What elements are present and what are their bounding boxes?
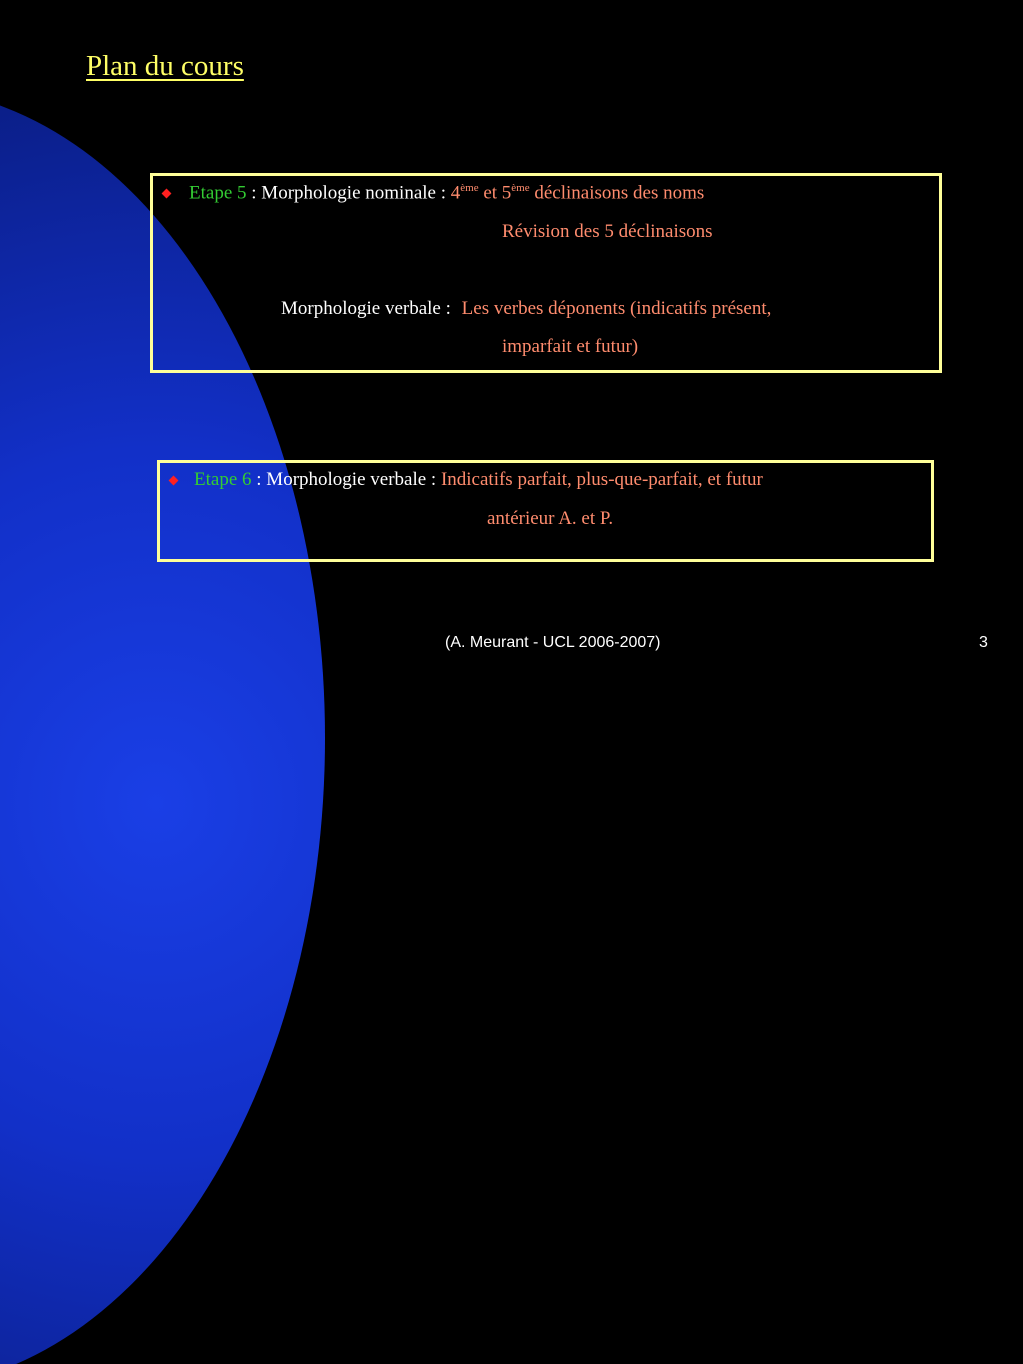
- footer-credit: (A. Meurant - UCL 2006-2007): [445, 634, 661, 651]
- page-number: 3: [979, 634, 988, 651]
- etape-5-label: Etape 5: [189, 182, 247, 204]
- etape-6-line: Etape 6 : Morphologie verbale : Indicatifs parfait, plus-que-parfait, et futur: [194, 469, 763, 490]
- etape-5-line: Etape 5 : Morphologie nominale : 4ème et 5ème déclinaisons des noms: [189, 182, 705, 204]
- etape-5-verbal-line: Morphologie verbale : Les verbes déponents (indicatifs présent,: [281, 298, 772, 319]
- etape-5-revision: Révision des 5 déclinaisons: [502, 221, 713, 242]
- etape-6-cont: antérieur A. et P.: [487, 508, 614, 529]
- slide-title: Plan du cours: [86, 50, 244, 82]
- etape-5-topic: Morphologie nominale :: [261, 182, 451, 204]
- etape-6-label: Etape 6: [194, 469, 252, 490]
- etape-5-verbal-cont: imparfait et futur): [502, 336, 639, 357]
